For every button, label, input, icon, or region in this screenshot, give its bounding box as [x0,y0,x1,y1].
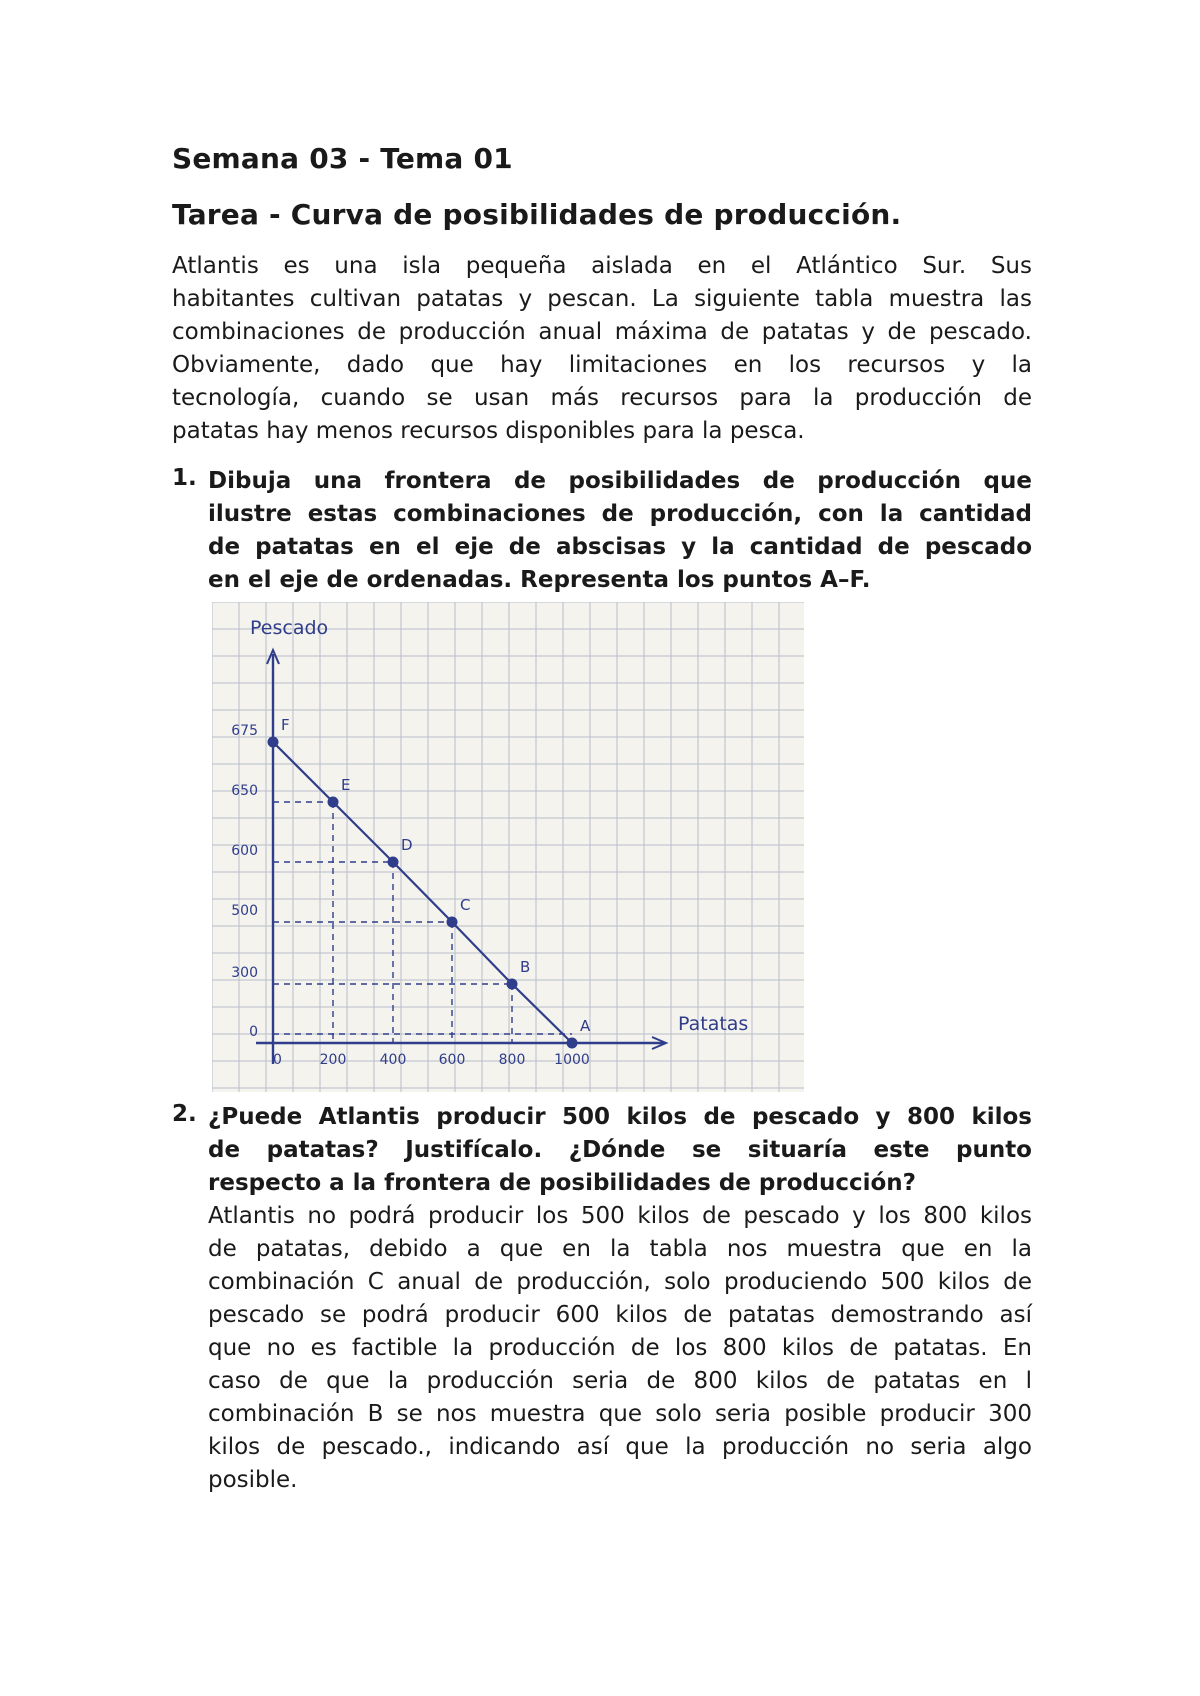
point-label: A [580,1017,591,1035]
x-tick-label: 600 [438,1052,466,1068]
x-tick-label: 0 [273,1052,282,1068]
question-1-number: 1. [172,465,197,491]
y-axis-label: Pescado [250,617,329,639]
point-D [388,857,399,868]
point-label: F [281,716,290,734]
y-tick-label: 0 [249,1024,258,1040]
x-tick-label: 400 [379,1052,407,1068]
intro-line: Atlantis es una isla pequeña aislada en el Atlántico Sur. Sus [172,253,1032,279]
y-tick-label: 650 [231,783,258,799]
intro-line: habitantes cultivan patatas y pescan. La siguiente tabla muestra las [172,286,1032,312]
question-2-text [208,1101,1032,1200]
question-line: en el eje de ordenadas. Representa los puntos A–F. [208,567,871,593]
y-tick-label: 600 [231,843,258,859]
answer-line: de patatas, debido a que en la tabla nos muestra que en la [208,1236,1032,1262]
intro-paragraph [172,250,1032,448]
question-line: ilustre estas combinaciones de producción, con la cantidad [208,501,1032,527]
point-label: D [401,836,413,854]
page-title: Semana 03 - Tema 01 [172,142,513,175]
answer-line: Atlantis no podrá producir los 500 kilos de pescado y los 800 kilos [208,1203,1032,1229]
intro-line: patatas hay menos recursos disponibles para la pesca. [172,418,805,444]
y-tick-label: 675 [231,723,258,739]
question-line: Dibuja una frontera de posibilidades de producción que [208,468,1032,494]
point-B [507,979,518,990]
point-A [567,1038,578,1049]
answer-line: kilos de pescado., indicando así que la producción no seria algo [208,1434,1032,1460]
x-tick-label: 200 [319,1052,347,1068]
question-line: ¿Puede Atlantis producir 500 kilos de pescado y 800 kilos [208,1104,1032,1130]
point-C [447,917,458,928]
point-E [328,797,339,808]
question-2-number: 2. [172,1101,197,1127]
intro-line: tecnología, cuando se usan más recursos para la producción de [172,385,1032,411]
answer-line: combinación C anual de producción, solo produciendo 500 kilos de [208,1269,1032,1295]
x-tick-label: 800 [498,1052,526,1068]
answer-line: pescado se podrá producir 600 kilos de patatas demostrando así [208,1302,1032,1328]
point-F [268,737,279,748]
question-line: respecto a la frontera de posibilidades de producción? [208,1170,917,1196]
point-label: B [520,958,531,976]
question-2-answer [208,1200,1032,1497]
answer-line: combinación B se nos muestra que solo seria posible producir 300 [208,1401,1032,1427]
point-label: E [341,776,351,794]
assignment-title: Tarea - Curva de posibilidades de producción. [172,198,902,231]
y-tick-label: 300 [231,965,258,981]
point-label: C [460,896,471,914]
answer-line: caso de que la producción seria de 800 kilos de patatas en l [208,1368,1032,1394]
answer-line: que no es factible la producción de los 800 kilos de patatas. En [208,1335,1032,1361]
ppf-chart [212,602,804,1092]
answer-line: posible. [208,1467,298,1493]
intro-line: combinaciones de producción anual máxima de patatas y de pescado. [172,319,1032,345]
y-tick-label: 500 [231,903,258,919]
question-1-text [208,465,1032,597]
x-axis-label: Patatas [678,1013,749,1035]
question-line: de patatas? Justifícalo. ¿Dónde se situaría este punto [208,1137,1032,1163]
question-line: de patatas en el eje de abscisas y la cantidad de pescado [208,534,1032,560]
x-tick-label: 1000 [554,1052,590,1068]
intro-line: Obviamente, dado que hay limitaciones en los recursos y la [172,352,1032,378]
